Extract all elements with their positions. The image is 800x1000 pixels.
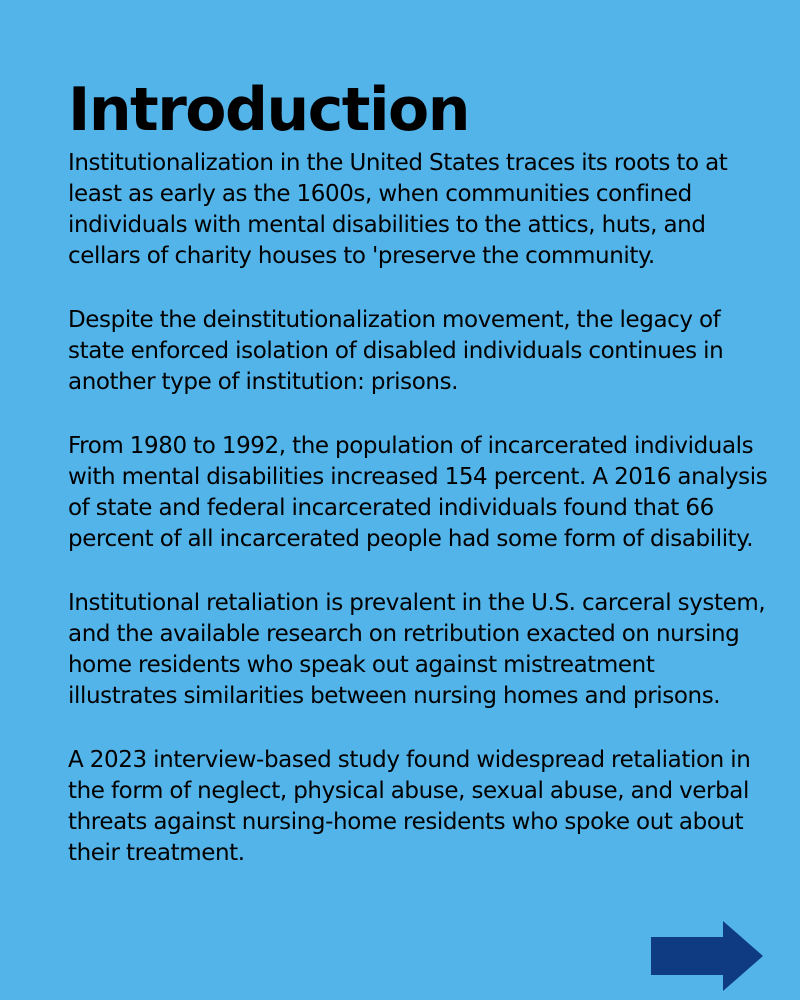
arrow-right-icon <box>651 921 763 991</box>
page-title: Introduction <box>68 75 469 145</box>
paragraph-2023-study: A 2023 interview-based study found widespread retaliation in the form of neglect, physical abuse, sexual abuse, and verbal threats against nursing-home residents who spoke out about their treatment. <box>68 747 751 866</box>
paragraph-deinstitutionalization: Despite the deinstitutionalization movement, the legacy of state enforced isolation of disabled individuals continues in another type of institution: prisons. <box>68 307 724 395</box>
page-content <box>68 72 768 902</box>
paragraph-institutional-retaliation: Institutional retaliation is prevalent in the U.S. carceral system, and the available research on retribution exacted on nursing home residents who speak out against mistreatment illustrates similarities between nursing homes and prisons. <box>68 590 766 709</box>
body-text <box>68 148 768 869</box>
next-arrow-icon[interactable] <box>651 921 763 991</box>
paragraph-incarceration-statistics: From 1980 to 1992, the population of incarcerated individuals with mental disabilities increased 154 percent. A 2016 analysis of state and federal incarcerated individuals found that 66 percent of all incarcerated people had some form of disability. <box>68 433 768 552</box>
paragraph-institutionalization-history: Institutionalization in the United States traces its roots to at least as early as the 1600s, when communities confined individuals with mental disabilities to the attics, huts, and cellars of charity houses to 'preserve the community. <box>68 150 728 269</box>
